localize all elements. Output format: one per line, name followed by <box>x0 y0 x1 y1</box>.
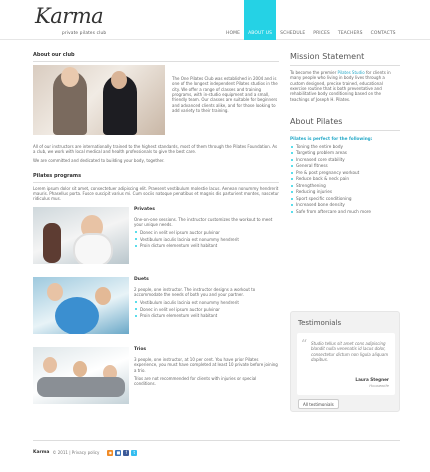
program-note: Trios are not recommended for clients with injuries or special conditions. <box>134 376 257 387</box>
program-text <box>134 347 279 387</box>
perfect-for-title: Pilates is perfect for the following: <box>290 135 373 141</box>
nav-prices[interactable]: PRICES <box>313 31 330 36</box>
photo-figure <box>95 287 111 305</box>
divider <box>33 61 279 62</box>
list-item: Donec in velit vel ipsum auctor pulvinar <box>134 307 279 312</box>
main-column <box>33 52 279 412</box>
facebook-icon[interactable]: f <box>123 450 129 456</box>
testimonial-card <box>297 333 395 395</box>
quote-icon: “ <box>301 337 308 351</box>
footer-brand: Karma <box>33 450 50 455</box>
rss-icon[interactable]: ◉ <box>108 450 113 456</box>
tagline: private pilates club <box>62 30 107 35</box>
twitter-icon[interactable]: t <box>131 450 137 456</box>
footer-copyright[interactable]: © 2011 | Privacy policy <box>52 450 100 456</box>
all-testimonials-button[interactable]: All testimonials <box>298 399 339 409</box>
photo-figure <box>43 357 57 373</box>
about-photo <box>33 65 165 135</box>
about-paragraph: All of our instructors are internationally trained to the highest standards, most of them through the Pilates Foundation. As a club, we work with local medical and health professionals to give the best care. <box>33 143 278 155</box>
list-item: Proin dictum elementum velit habitant <box>134 313 279 318</box>
mission-title: Mission Statement <box>290 52 365 61</box>
list-item[interactable]: Targeting problem areas <box>290 150 400 157</box>
program-text <box>134 207 279 249</box>
header <box>0 0 430 40</box>
program-trios <box>33 347 279 412</box>
list-item[interactable]: Sport specific conditioning <box>290 196 400 203</box>
nav-schedule[interactable]: SCHEDULE <box>280 31 306 36</box>
photo-figure <box>73 233 113 264</box>
divider <box>33 182 279 183</box>
program-bullets <box>134 300 279 319</box>
program-title: Trios <box>134 346 147 352</box>
footer-divider <box>33 440 400 441</box>
program-photo <box>33 347 129 404</box>
pilates-benefits-list <box>290 144 400 216</box>
program-desc: 3 people, one instructor, at 10 per cent. You have prior Pilates experience, you must have completed at least 10 private before joining a trio. <box>134 356 278 373</box>
list-item[interactable]: Increased bone density <box>290 202 400 209</box>
main-nav <box>222 0 400 40</box>
about-text: The One Pilates Club was established in 2004 and is one of the longest independent Pilates studios in the city. We offer a range of classes and training programs, with in-studio equipment and a small, friendly team. Our classes are suitable for beginners and advanced clients alike, and for those looking to add variety to their training. <box>172 75 278 114</box>
photo-figure <box>37 377 125 397</box>
divider <box>290 130 400 131</box>
program-desc: 2 people, one instructor. The instructor designs a workout to accommodate the needs of both you and your partner. <box>134 286 256 298</box>
program-privates <box>33 207 279 272</box>
testimonial-role: Housewife <box>369 383 389 388</box>
program-bullets <box>134 230 279 249</box>
list-item[interactable]: Reduce back & neck pain <box>290 176 400 183</box>
program-desc: One-on-one sessions. The instructor customizes the workout to meet your unique needs. <box>134 216 273 228</box>
list-item: Vestibulum iaculis lacinia est nonummy hendrerit <box>134 237 279 242</box>
nav-contacts[interactable]: CONTACTS <box>370 31 396 36</box>
testimonial-author: Laura Stegner <box>355 377 389 382</box>
list-item: Vestibulum iaculis lacinia est nonummy hendrerit <box>134 300 279 305</box>
testimonials-title: Testimonials <box>298 319 342 327</box>
about-paragraph: We are committed and dedicated to building your body, together. <box>33 157 165 163</box>
list-item[interactable]: Reducing injuries <box>290 189 400 196</box>
footer <box>33 450 139 456</box>
mission-text <box>290 70 400 102</box>
nav-home[interactable]: HOME <box>226 31 241 36</box>
photo-figure <box>43 223 61 263</box>
logo[interactable]: Karma <box>35 4 104 28</box>
sidebar <box>290 52 400 215</box>
list-item[interactable]: Strengthening <box>290 183 400 190</box>
mission-link[interactable]: Pilates Studio <box>337 69 365 75</box>
social-links <box>107 450 139 456</box>
list-item: Donec in velit vel ipsum auctor pulvinar <box>134 230 279 235</box>
about-block <box>33 65 279 141</box>
divider <box>290 65 400 66</box>
photo-figure <box>73 361 87 377</box>
photo-figure <box>55 297 99 334</box>
programs-intro: Lorem ipsum dolor sit amet, consectetuer adipiscing elit. Praesent vestibulum molestie lacus. Aenean nonummy hendrerit mauris. Phasellus porta. Fusce suscipit varius mi. Cum sociis natoque penatibus et magnis dis parturient montes, nascetur ridiculus mus. <box>33 185 279 202</box>
program-duets <box>33 277 279 342</box>
testimonial-quote: Studio tellus sit amet cons adipiscing blandit nulla venenatis id lacus dolor, consectetur dictum non ligula aliquam dapibus. <box>311 341 389 363</box>
list-item[interactable]: Increased core stability <box>290 157 400 164</box>
list-item[interactable]: Toning the entire body <box>290 144 400 151</box>
program-title: Duets <box>134 276 149 282</box>
photo-figure <box>111 71 127 89</box>
program-title: Privates <box>134 206 155 212</box>
list-item: Proin dictum elementum velit habitant <box>134 243 279 248</box>
delicious-icon[interactable]: ■ <box>116 450 121 456</box>
program-text <box>134 277 279 319</box>
program-photo <box>33 277 129 334</box>
list-item[interactable]: General fitness <box>290 163 400 170</box>
mission-text-before: To become the premier <box>290 69 338 75</box>
about-title: About our club <box>33 52 75 58</box>
photo-figure <box>61 67 79 87</box>
photo-figure <box>47 283 63 301</box>
list-item[interactable]: Pre & post pregnancy workout <box>290 170 400 177</box>
program-photo <box>33 207 129 264</box>
list-item[interactable]: Safe from aftercare and much more <box>290 209 400 216</box>
mission-text-after: for clients in many people who living in body lives through a custom designed, precise trained, educational exercise routine that is both preventative and rehabilitative body conditioning based on the teachings of Joseph H. Pilates. <box>290 69 391 102</box>
programs-title: Pilates programs <box>33 172 82 179</box>
nav-about-us[interactable]: ABOUT US <box>244 0 276 40</box>
testimonials-box <box>290 311 400 412</box>
nav-teachers[interactable]: TEACHERS <box>337 31 363 36</box>
about-pilates-title: About Pilates <box>290 117 343 127</box>
